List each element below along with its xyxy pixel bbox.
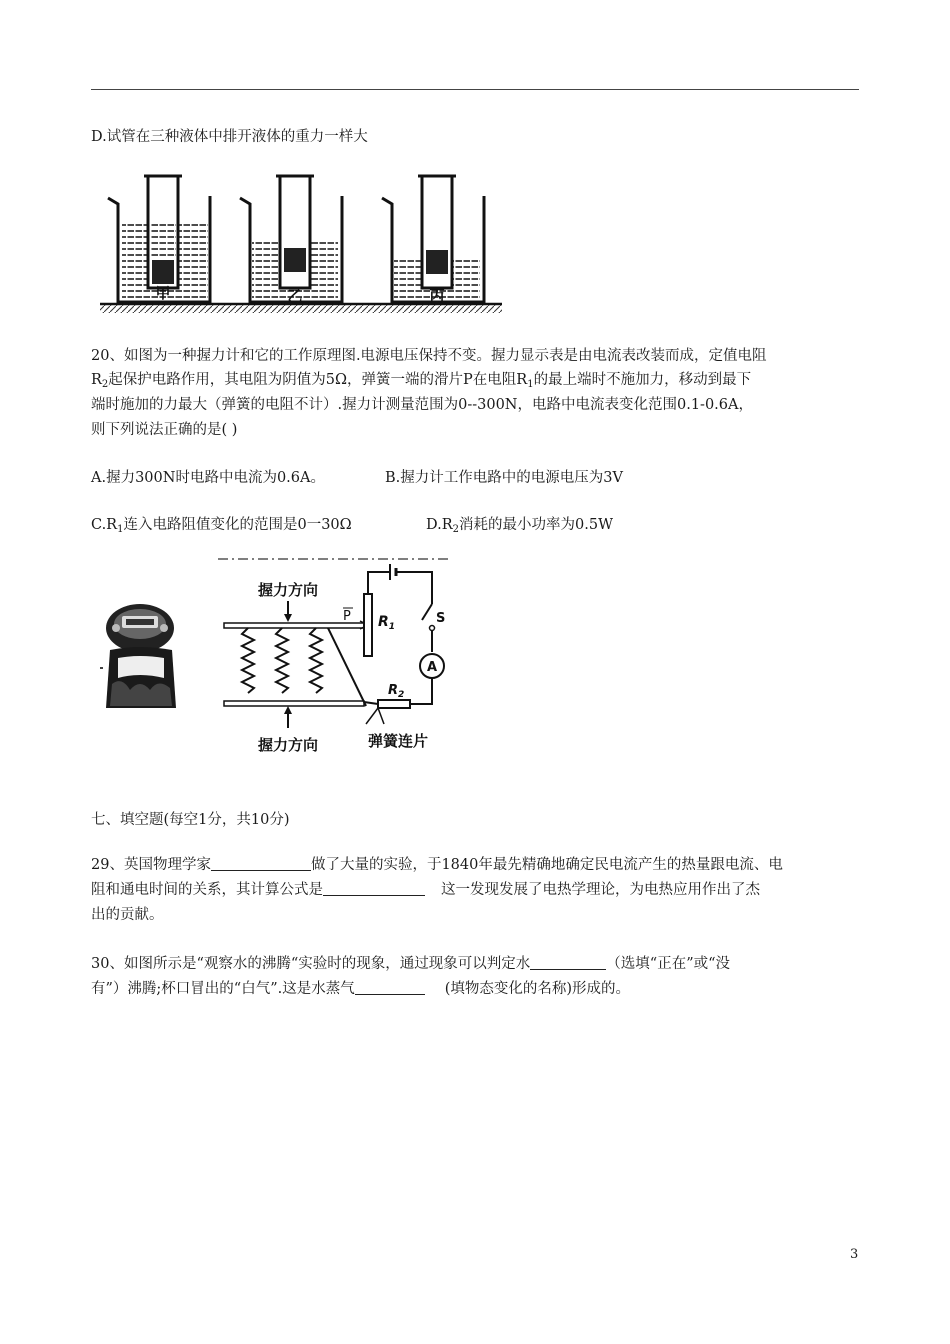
page-number: 3	[850, 1247, 859, 1262]
grip-meter-photo	[100, 598, 186, 714]
q29-line-2: 阻和通电时间的关系，其计算公式是 这一发现发展了电热学理论，为电热应用作出了杰	[91, 882, 760, 898]
q29-line-3: 出的贡献。	[91, 907, 164, 923]
ammeter-icon: A	[426, 660, 438, 675]
slider-p-label: P	[343, 609, 351, 624]
q30-blank-1[interactable]	[530, 954, 606, 970]
q30-line-1: 30、如图所示是“观察水的沸腾“实验时的现象，通过现象可以判定水 （选填“正在”或“没	[91, 956, 731, 972]
force-direction-bottom-label: 握力方向	[257, 736, 319, 754]
r2-label: $R_2$	[388, 683, 405, 700]
spring-plate-label: 弹簧连片	[367, 732, 429, 750]
r1-label: $R_1$	[378, 614, 396, 632]
q29-line-1: 29、英国物理学家 做了大量的实验，于1840年最先精确地确定民电流产生的热量跟电流、电	[91, 857, 783, 873]
circuit-diagram	[218, 556, 458, 760]
beaker-yi	[240, 176, 342, 305]
beaker-jia	[108, 176, 210, 302]
springs	[242, 628, 322, 693]
beaker-label-bing: 丙	[429, 287, 445, 305]
force-direction-top-label: 握力方向	[257, 581, 319, 599]
q30-line-2: 有”）沸腾;杯口冒出的“白气”.这是水蒸气 (填物态变化的名称)形成的。	[91, 981, 631, 997]
q20-option-d: $D.R_2$消耗的最小功率为0.5W	[426, 517, 613, 535]
q20-option-b: B.握力计工作电路中的电源电压为3V	[385, 470, 623, 486]
q29-blank-1[interactable]	[211, 855, 311, 871]
header-rule	[91, 89, 859, 90]
q20-line-4: 则下列说法正确的是( )	[91, 422, 238, 438]
q20-line-3: 端时施加的力最大（弹簧的电阻不计）.握力计测量范围为0--300N，电路中电流表变化范围0.1-0.6A，	[91, 397, 753, 413]
beaker-label-yi: 乙	[287, 287, 303, 305]
q29-blank-2[interactable]	[323, 880, 425, 896]
beakers-figure	[98, 168, 508, 320]
section-7-title: 七、填空题(每空1分，共10分)	[91, 812, 290, 828]
q20-option-a: A.握力300N时电路中电流为0.6A。	[91, 470, 325, 486]
switch-s-label: S	[436, 611, 446, 626]
beaker-label-jia: 甲	[155, 284, 171, 302]
q20-line-1: 20、如图为一种握力计和它的工作原理图.电源电压保持不变。握力显示表是由电流表改装而成，定值电阻	[91, 348, 767, 364]
q20-line-2: $R_2$起保护电路作用，其电阻为阴值为5Ω，弹簧一端的滑片P在电阻$R_1$的最上端时不施加力，移动到最下	[91, 372, 752, 390]
beaker-bing	[382, 176, 484, 305]
q30-blank-2[interactable]	[355, 979, 425, 995]
q19-option-d: D.试管在三种液体中排开液体的重力一样大	[91, 129, 368, 145]
q20-option-c: $C.R_1$连入电路阻值变化的范围是0一30Ω	[91, 517, 352, 535]
